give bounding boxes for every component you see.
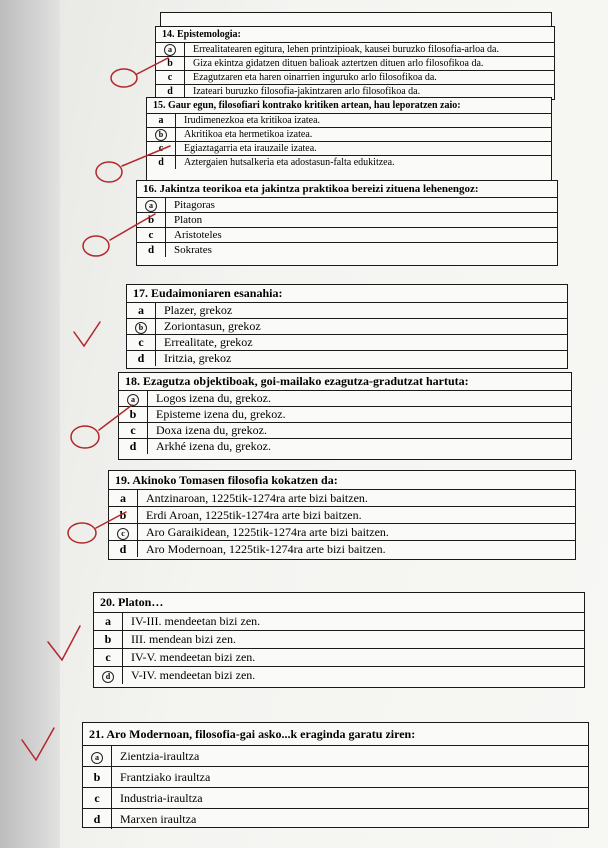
option-text: Egiaztagarria eta irauzaile izatea.: [184, 143, 317, 154]
answer-option: [147, 114, 551, 128]
option-text: III. mendean bizi zen.: [131, 632, 236, 646]
answer-option: [147, 142, 551, 156]
option-letter: b: [83, 767, 112, 787]
option-letter: d: [137, 243, 166, 257]
option-text: Zoriontasun, grekoz: [164, 319, 261, 333]
option-letter: b: [119, 407, 148, 422]
answer-option: [137, 213, 557, 228]
option-text: Platon: [174, 214, 203, 226]
selected-circle: c: [117, 528, 129, 540]
answer-option: [119, 391, 571, 407]
answer-option: [109, 524, 575, 541]
answer-option: [119, 407, 571, 423]
question-21: [82, 722, 589, 828]
answer-option: [147, 128, 551, 142]
question-title: 16. Jakintza teorikoa eta jakintza praktikoa bereizi zituena lehenengoz:: [137, 181, 557, 198]
option-text: Episteme izena du, grekoz.: [156, 407, 286, 421]
question-17: [126, 284, 568, 369]
answer-option: [156, 71, 554, 85]
answer-option: [109, 490, 575, 507]
question-title: 20. Platon…: [94, 593, 584, 613]
answer-option: [127, 303, 567, 319]
answer-option: [156, 57, 554, 71]
desk-background: [0, 0, 60, 848]
answer-option: [94, 667, 584, 684]
option-letter: d: [156, 85, 185, 98]
option-text: Plazer, grekoz: [164, 303, 233, 317]
question-16: [136, 180, 558, 266]
option-text: Aristoteles: [174, 229, 222, 241]
option-text: Irudimenezkoa eta kritikoa izatea.: [184, 115, 321, 126]
option-text: Errealitatearen egitura, lehen printzipioak, kausei buruzko filosofia-arloa da.: [193, 44, 499, 55]
option-text: Akritikoa eta hermetikoa izatea.: [184, 129, 313, 140]
option-letter: a: [147, 114, 176, 127]
option-text: Izateari buruzko filosofia-jakintzaren arlo filosofikoa da.: [193, 86, 421, 97]
question-title: 17. Eudaimoniaren esanahia:: [127, 285, 567, 303]
answer-option: [109, 507, 575, 524]
answer-option: [83, 788, 588, 809]
question-title: 21. Aro Modernoan, filosofia-gai asko...k eraginda garatu ziren:: [83, 723, 588, 746]
option-letter: b: [109, 507, 138, 523]
selected-circle: d: [102, 671, 114, 683]
option-letter: [83, 746, 112, 766]
question-title: 15. Gaur egun, filosofiari kontrako kritiken artean, hau leporatzen zaio:: [147, 98, 551, 114]
option-letter: [156, 43, 185, 56]
selected-circle: a: [145, 200, 157, 212]
option-text: Iritzia, grekoz: [164, 351, 232, 365]
question-18: [118, 372, 572, 460]
answer-option: [94, 649, 584, 667]
question-title: 19. Akinoko Tomasen filosofia kokatzen da:: [109, 471, 575, 490]
option-text: Marxen iraultza: [120, 812, 197, 826]
option-letter: c: [137, 228, 166, 242]
answer-option: [137, 243, 557, 257]
answer-option: [109, 541, 575, 557]
option-letter: [147, 128, 176, 141]
answer-option: [147, 156, 551, 169]
option-text: Zientzia-iraultza: [120, 749, 200, 763]
option-text: Aro Garaikidean, 1225tik-1274ra arte bizi baitzen.: [146, 525, 389, 539]
option-letter: a: [127, 303, 156, 318]
answer-option: [83, 746, 588, 767]
option-letter: a: [94, 613, 123, 630]
option-letter: [119, 391, 148, 406]
option-letter: c: [147, 142, 176, 155]
option-letter: d: [147, 156, 176, 169]
option-letter: d: [127, 351, 156, 366]
option-text: V-IV. mendeetan bizi zen.: [131, 668, 256, 682]
option-text: Aztergaien hutsalkeria eta adostasun-falta edukitzea.: [184, 157, 395, 168]
option-text: Giza ekintza gidatzen dituen balioak aztertzen dituen arlo filosofikoa da.: [193, 58, 484, 69]
option-letter: [94, 667, 123, 684]
option-letter: d: [119, 439, 148, 454]
option-letter: b: [137, 213, 166, 227]
option-text: Pitagoras: [174, 199, 215, 211]
answer-option: [119, 423, 571, 439]
answer-option: [156, 43, 554, 57]
option-letter: c: [83, 788, 112, 808]
option-text: Antzinaroan, 1225tik-1274ra arte bizi baitzen.: [146, 491, 368, 505]
answer-option: [94, 613, 584, 631]
option-letter: c: [119, 423, 148, 438]
selected-circle: a: [164, 44, 176, 56]
answer-option: [127, 351, 567, 366]
answer-option: [137, 198, 557, 213]
answer-option: [83, 767, 588, 788]
question-title: 18. Ezagutza objektiboak, goi-mailako ezagutza-gradutzat hartuta:: [119, 373, 571, 391]
option-letter: [137, 198, 166, 212]
option-text: Errealitate, grekoz: [164, 335, 253, 349]
question-14: [155, 26, 555, 100]
option-text: IV-III. mendeetan bizi zen.: [131, 614, 261, 628]
option-letter: [109, 524, 138, 540]
option-letter: c: [127, 335, 156, 350]
question-title: 14. Epistemologia:: [156, 27, 554, 43]
option-text: IV-V. mendeetan bizi zen.: [131, 650, 256, 664]
selected-circle: a: [127, 394, 139, 406]
option-text: Aro Modernoan, 1225tik-1274ra arte bizi baitzen.: [146, 542, 386, 556]
answer-option: [83, 809, 588, 829]
option-text: Doxa izena du, grekoz.: [156, 423, 267, 437]
option-letter: [127, 319, 156, 334]
option-letter: b: [156, 57, 185, 70]
question-15: [146, 97, 552, 181]
option-letter: d: [83, 809, 112, 829]
option-text: Logos izena du, grekoz.: [156, 391, 271, 405]
answer-option: [127, 335, 567, 351]
selected-circle: b: [155, 129, 167, 141]
option-text: Industria-iraultza: [120, 791, 203, 805]
option-letter: c: [94, 649, 123, 666]
option-text: Erdi Aroan, 1225tik-1274ra arte bizi baitzen.: [146, 508, 362, 522]
answer-option: [119, 439, 571, 454]
option-letter: a: [109, 490, 138, 506]
question-20: [93, 592, 585, 688]
question-19: [108, 470, 576, 560]
option-letter: b: [94, 631, 123, 648]
option-letter: c: [156, 71, 185, 84]
answer-option: [137, 228, 557, 243]
answer-option: [127, 319, 567, 335]
selected-circle: b: [135, 322, 147, 334]
option-letter: d: [109, 541, 138, 557]
answer-option: [94, 631, 584, 649]
option-text: Ezagutzaren eta haren oinarrien inguruko arlo filosofikoa da.: [193, 72, 437, 83]
selected-circle: a: [91, 752, 103, 764]
option-text: Sokrates: [174, 244, 212, 256]
option-text: Frantziako iraultza: [120, 770, 211, 784]
option-text: Arkhé izena du, grekoz.: [156, 439, 271, 453]
